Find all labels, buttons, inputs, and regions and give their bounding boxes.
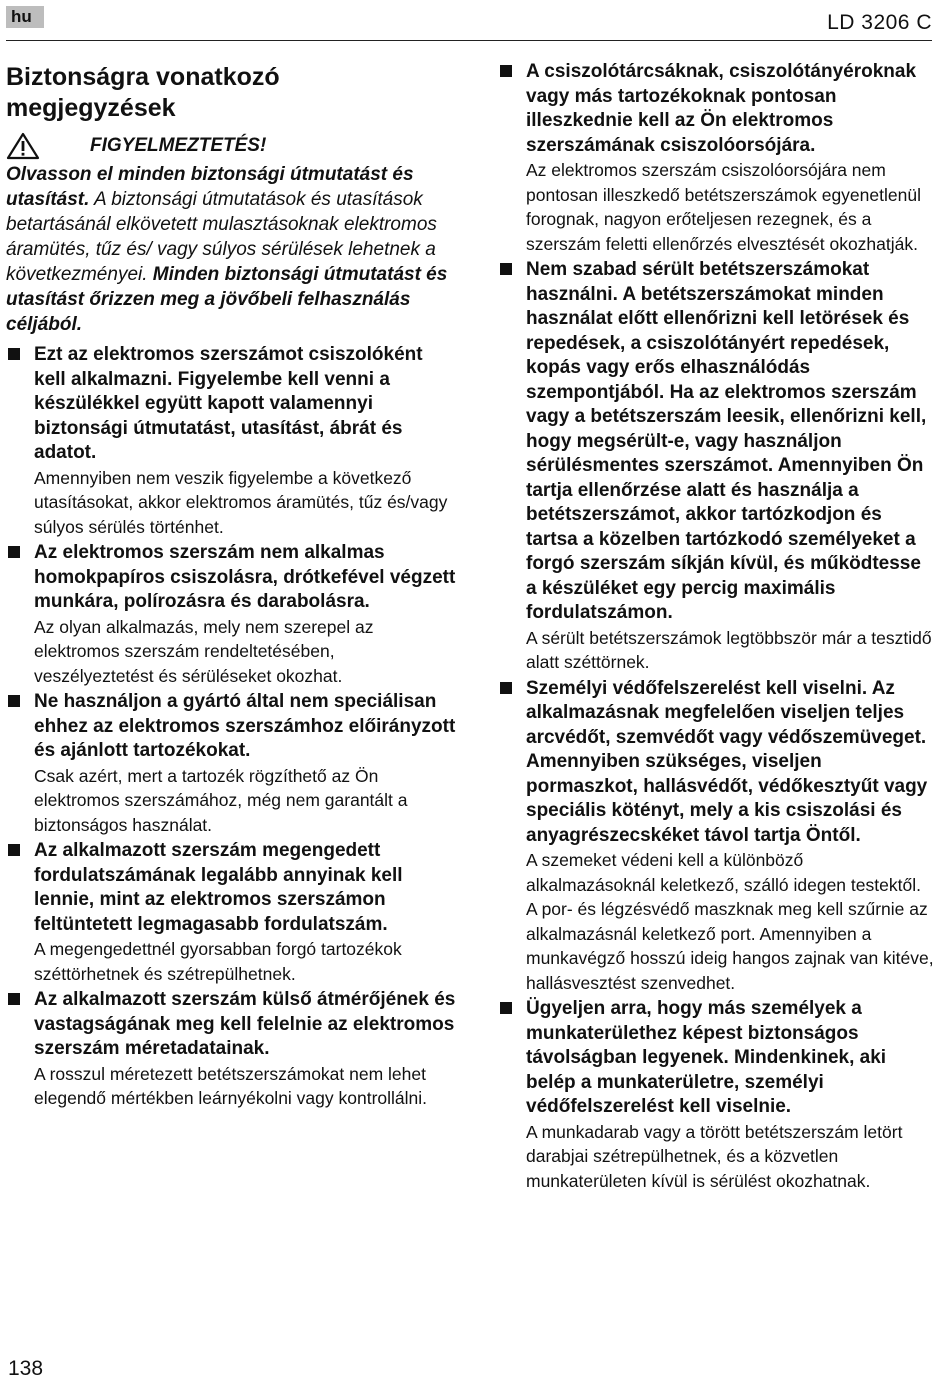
safety-item-explanation: A sérült betétszerszámok legtöbbször már a tesztidő alatt széttörnek. <box>526 627 932 672</box>
safety-item-explanation: A szemeket védeni kell a különböző alkalmazásoknál keletkező, szálló idegen testektől. A por- és légzésvédő maszknak meg kell szűrnie az alkalmazásnál keletkező port. Amennyiben a munkavégző hosszú ideig hangos zajnak van kitéve, hallásvesztést szenvedhet. <box>526 850 934 993</box>
safety-item-heading: Az elektromos szerszám nem alkalmas homokpapíros csiszolásra, drótkefével végzett munkára, polírozásra és darabolásra. <box>34 542 456 612</box>
safety-item-explanation: A rosszul méretezett betétszerszámokat nem lehet elegendő mértékben leárnyékolni vagy kontrollálni. <box>34 1063 428 1108</box>
safety-item-heading: Az alkalmazott szerszám megengedett fordulatszámának legalább annyinak kell lennie, mint az elektromos szerszámon feltüntetett legmagasabb fordulatszám. <box>34 840 403 935</box>
intro-consequences-text: A biztonsági útmutatások és utasítások betartásánál elkövetett mulasztásoknak elektromos áramütés, tűz és/ vagy súlyos sérülések lehetnek a következményei. <box>6 189 437 285</box>
section-title-line-2: megjegyzések <box>6 94 176 122</box>
bullet-square-icon <box>8 546 20 558</box>
bullet-square-icon <box>8 844 20 856</box>
bullet-square-icon <box>500 263 512 275</box>
bullet-square-icon <box>8 993 20 1005</box>
safety-item-explanation: A megengedettnél gyorsabban forgó tartozékok széttörhetnek és szétrepülhetnek. <box>34 939 402 984</box>
safety-item <box>6 690 458 837</box>
bullet-square-icon <box>8 348 20 360</box>
safety-item <box>498 997 934 1193</box>
safety-item <box>498 60 934 256</box>
left-column <box>6 60 458 1113</box>
safety-item-heading: Ezt az elektromos szerszámot csiszolóként kell alkalmazni. Figyelembe kell venni a készülékkel együtt kapott valamennyi biztonsági útmutatást, utasítást, ábrát és adatot. <box>34 344 423 463</box>
section-title-line-1: Biztonságra vonatkozó <box>6 63 280 91</box>
intro-bold-keep-instructions: Minden biztonsági útmutatást és utasítást őrizzen meg a jövőbeli felhasználás céljából. <box>6 264 448 335</box>
page-number: 138 <box>8 1357 44 1380</box>
safety-item-explanation: Az olyan alkalmazás, mely nem szerepel az elektromos szerszám rendeltetésében, veszélyeztetést és sérüléseket okozhat. <box>34 616 374 686</box>
bullet-square-icon <box>500 682 512 694</box>
safety-item-heading: Ügyeljen arra, hogy más személyek a munkaterülethez képest biztonságos távolságban legyenek. Mindenkinek, aki belép a munkaterületre, személyi védőfelszerelést kell viselnie. <box>526 998 887 1117</box>
document-code: LD 3206 C <box>827 11 932 34</box>
safety-item-heading: Az alkalmazott szerszám külső átmérőjének és vastagságának meg kell felelnie az elektromos szerszám méretadatainak. <box>34 989 456 1059</box>
warning-label: FIGYELMEZTETÉS! <box>90 135 267 156</box>
header-divider <box>6 40 932 41</box>
bullet-square-icon <box>8 695 20 707</box>
intro-paragraph <box>6 162 458 337</box>
safety-item-explanation: Csak azért, mert a tartozék rögzíthető az Ön elektromos szerszámához, még nem garantált a biztonságos használat. <box>34 765 408 835</box>
safety-item <box>6 343 458 539</box>
safety-item <box>6 988 458 1111</box>
safety-item <box>6 839 458 986</box>
safety-item-heading: Személyi védőfelszerelést kell viselni. Az alkalmazásnak megfelelően viseljen teljes arcvédőt, szemvédőt vagy védőszemüveget. Amennyiben szükséges, viseljen pormaszkot, hallásvédőt, védőkesztyűt vagy speciális kötényt, mely a kis csiszolási és anyagrészecskéket távol tartja Öntől. <box>526 677 928 846</box>
warning-triangle-icon <box>6 132 40 160</box>
safety-item-heading: Nem szabad sérült betétszerszámokat használni. A betétszerszámokat minden használat előtt ellenőrizni kell letörések és repedések, a csiszolótányért repedések, kopás vagy erős elhasználódás szempontjából. Ha az elektromos szerszám vagy a betétszerszám leesik, ellenőrizni kell, hogy megsérült-e, vagy használjon sérülésmentes szerszámot. Amennyiben Ön tartja ellenőrzése alatt és használja a betétszerszámot, akkor tartózkodjon és tartsa a közelben tartózkodó személyeket a forgó szerszám síkján kívül, és működtesse a készüléket egy percig maximális fordulatszámon. <box>526 259 927 623</box>
safety-item-heading: Ne használjon a gyártó által nem speciálisan ehhez az elektromos szerszámhoz előirányzott és ajánlott tartozékokat. <box>34 691 456 761</box>
right-column <box>498 60 934 1195</box>
safety-item <box>498 258 934 675</box>
safety-item <box>6 541 458 688</box>
intro-bold-read-instructions: Olvasson el minden biztonsági útmutatást és utasítást. <box>6 164 414 210</box>
safety-item-explanation: Amennyiben nem veszik figyelembe a következő utasításokat, akkor elektromos áramütés, tűz és/vagy súlyos sérülés történhet. <box>34 467 448 537</box>
bullet-square-icon <box>500 65 512 77</box>
warning-row <box>6 130 458 162</box>
language-badge: hu <box>6 6 44 28</box>
safety-item <box>498 677 934 996</box>
safety-item-heading: A csiszolótárcsáknak, csiszolótányéroknak vagy más tartozékoknak pontosan illeszkednie kell az Ön elektromos szerszámának csiszolóorsójára. <box>526 61 917 156</box>
safety-item-explanation: A munkadarab vagy a törött betétszerszám letört darabjai szétrepülhetnek, és a közvetlen munkaterületen kívül is sérülést okozhatnak. <box>526 1121 903 1191</box>
section-title <box>6 62 458 124</box>
safety-item-explanation: Az elektromos szerszám csiszolóorsójára nem pontosan illeszkedő betétszerszámok egyenetlenül forognak, nagyon erőteljesen rezegnek, és a szerszám feletti ellenőrzés elvesztését okozhatják. <box>526 160 921 254</box>
bullet-square-icon <box>500 1002 512 1014</box>
